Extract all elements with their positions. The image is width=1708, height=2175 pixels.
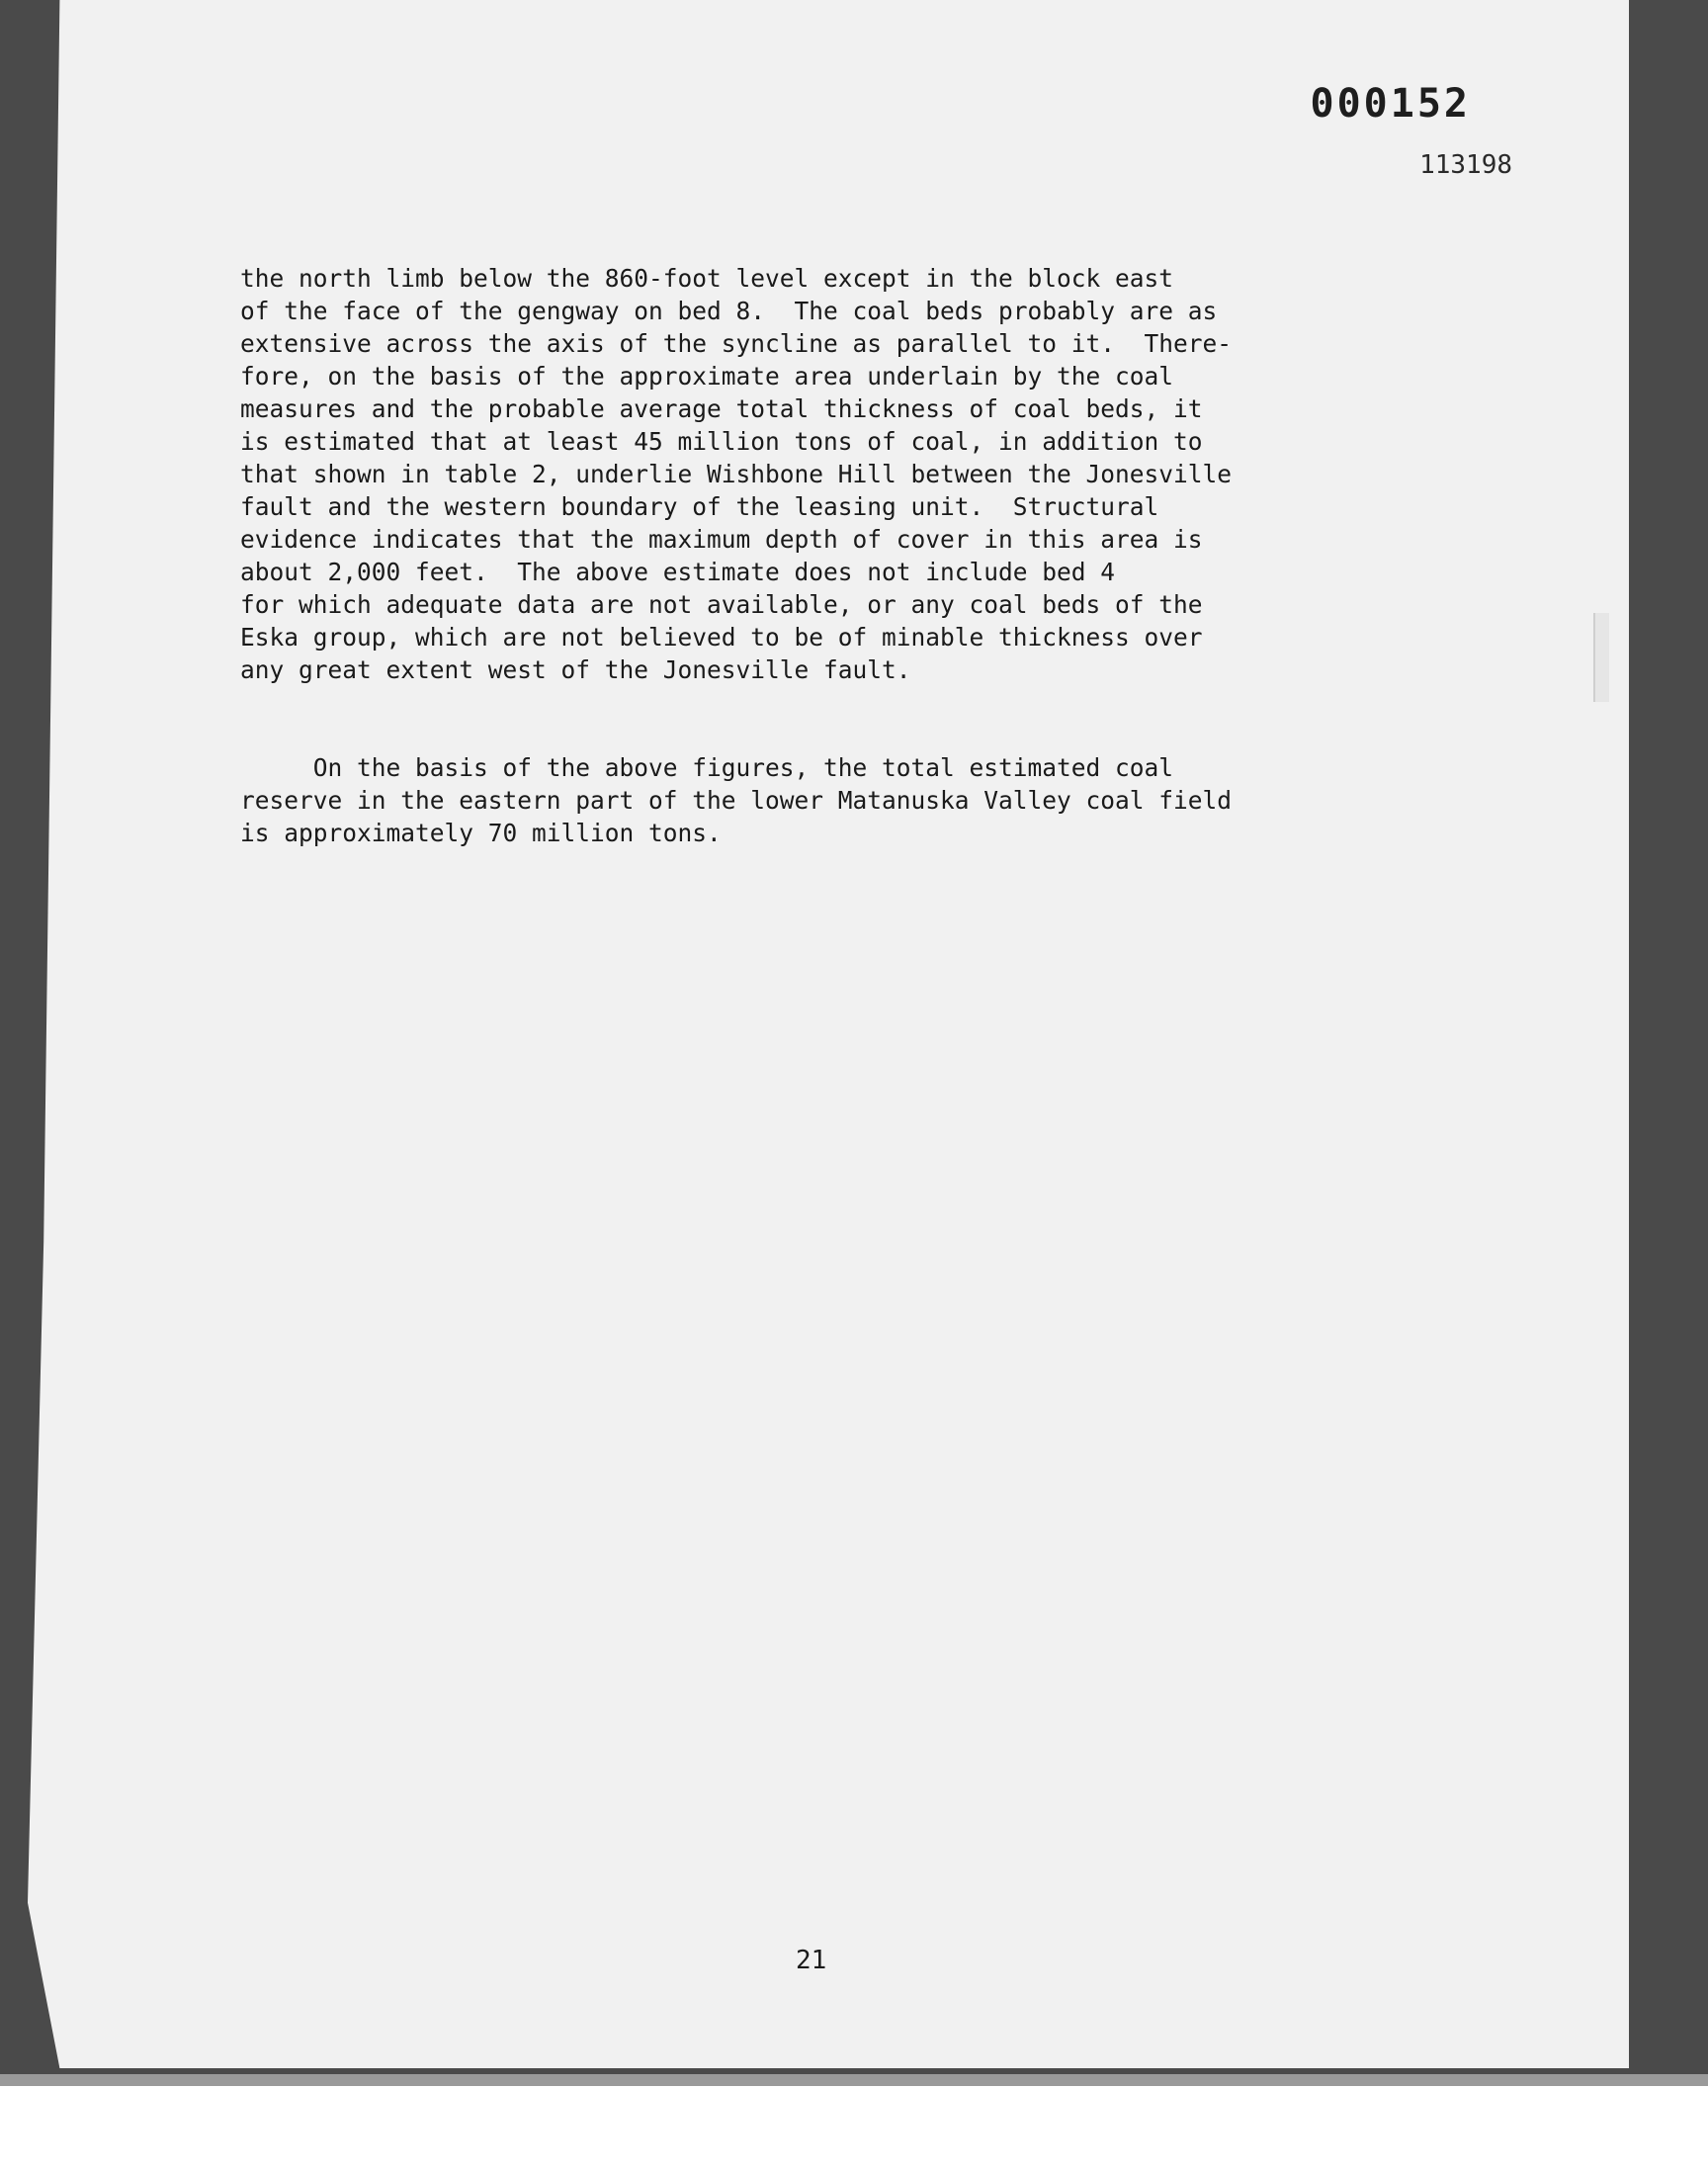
reference-number: 113198 <box>1419 150 1512 180</box>
text-line: fault and the western boundary of the leasing unit. Structural <box>240 492 1159 521</box>
text-line: about 2,000 feet. The above estimate does not include bed 4 <box>240 558 1116 586</box>
text-line: any great extent west of the Jonesville fault. <box>240 655 911 684</box>
document-number: 000152 <box>1310 81 1471 127</box>
page-number: 21 <box>796 1946 827 1975</box>
text-line: of the face of the gengway on bed 8. The coal beds probably are as <box>240 297 1218 325</box>
text-line: is approximately 70 million tons. <box>240 819 722 847</box>
text-line: that shown in table 2, underlie Wishbone Hill between the Jonesville <box>240 460 1233 488</box>
text-line: On the basis of the above figures, the total estimated coal <box>240 753 1174 782</box>
text-line: is estimated that at least 45 million tons of coal, in addition to <box>240 427 1203 456</box>
page-edge-fold <box>1593 613 1609 702</box>
paragraph-total-reserve <box>240 719 1387 849</box>
text-line: the north limb below the 860-foot level except in the block east <box>240 264 1174 293</box>
paragraph-north-limb <box>240 229 1387 686</box>
text-line: for which adequate data are not available, or any coal beds of the <box>240 590 1203 619</box>
text-line: extensive across the axis of the syncline as parallel to it. There- <box>240 329 1233 358</box>
text-line: evidence indicates that the maximum depth of cover in this area is <box>240 525 1203 554</box>
text-line: fore, on the basis of the approximate area underlain by the coal <box>240 362 1174 391</box>
text-line: measures and the probable average total thickness of coal beds, it <box>240 394 1203 423</box>
text-line: reserve in the eastern part of the lower Matanuska Valley coal field <box>240 786 1233 815</box>
scanner-bottom-strip <box>0 2074 1708 2086</box>
text-line: Eska group, which are not believed to be of minable thickness over <box>240 623 1203 652</box>
document-body <box>240 229 1387 849</box>
